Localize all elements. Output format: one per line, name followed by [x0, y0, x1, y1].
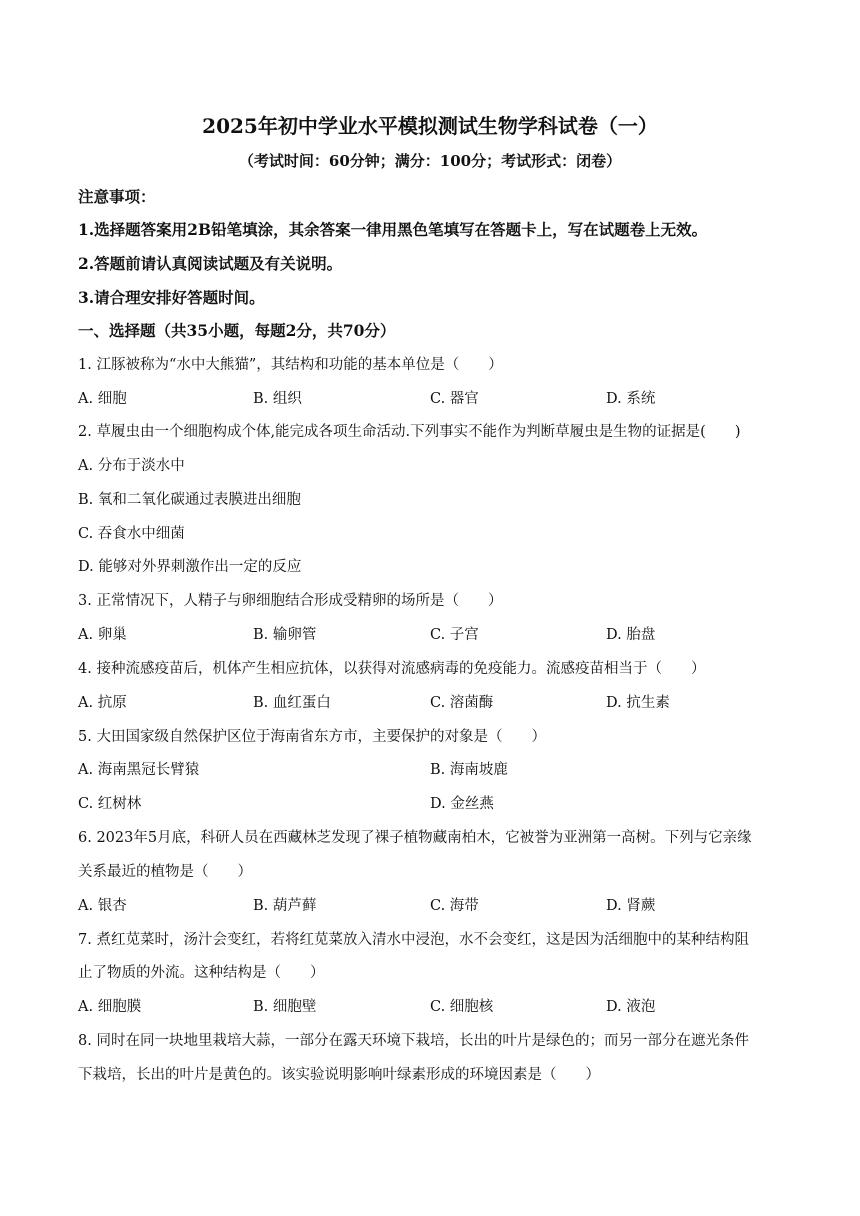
option-a: A. 细胞 [78, 391, 127, 407]
question-7-stem-line-1: 7. 煮红苋菜时，汤汁会变红，若将红苋菜放入清水中浸泡，水不会变红，这是因为活细胞中的某种结构阻 [78, 932, 749, 948]
question-6-stem-line-1: 6. 2023年5月底，科研人员在西藏林芝发现了裸子植物藏南柏木，它被誉为亚洲第一高树。下列与它亲缘 [78, 830, 752, 846]
option-c: C. 子宫 [430, 627, 479, 643]
question-1-options [78, 389, 798, 409]
question-8-stem-line-1: 8. 同时在同一块地里栽培大蒜，一部分在露天环境下栽培，长出的叶片是绿色的；而另一部分在遮光条件 [78, 1033, 749, 1049]
question-2-stem: 2. 草履虫由一个细胞构成个体,能完成各项生命活动.下列事实不能作为判断草履虫是生物的证据是( ) [78, 424, 741, 440]
option-a: A. 海南黑冠长臂猿 [78, 762, 200, 778]
question-5-stem: 5. 大田国家级自然保护区位于海南省东方市，主要保护的对象是（ ） [78, 729, 546, 745]
option-b: B. 葫芦藓 [253, 898, 317, 914]
option-b: B. 血红蛋白 [253, 695, 331, 711]
question-1-stem: 1. 江豚被称为“水中大熊猫”，其结构和功能的基本单位是（ ） [78, 357, 503, 373]
question-6-options [78, 896, 798, 916]
option-c: C. 细胞核 [430, 999, 494, 1015]
option-d: D. 抗生素 [606, 695, 670, 711]
question-3-stem: 3. 正常情况下，人精子与卵细胞结合形成受精卵的场所是（ ） [78, 593, 503, 609]
question-2-option-a: A. 分布于淡水中 [78, 458, 185, 474]
option-b: B. 海南坡鹿 [430, 762, 508, 778]
question-4-stem: 4. 接种流感疫苗后，机体产生相应抗体，以获得对流感病毒的免疫能力。流感疫苗相当于（ ） [78, 661, 706, 677]
question-2-option-b: B. 氧和二氧化碳通过表膜进出细胞 [78, 492, 301, 508]
option-d: D. 系统 [606, 391, 656, 407]
option-d: D. 肾蕨 [606, 898, 656, 914]
exam-subtitle: （考试时间：60分钟；满分：100分；考试形式：闭卷） [238, 152, 622, 170]
notes-heading: 注意事项： [78, 187, 156, 206]
option-c: C. 器官 [430, 391, 479, 407]
question-3-options [78, 625, 798, 645]
question-2-option-c: C. 吞食水中细菌 [78, 526, 185, 542]
option-a: A. 银杏 [78, 898, 127, 914]
option-d: D. 金丝燕 [430, 796, 494, 812]
note-item-2: 2.答题前请认真阅读试题及有关说明。 [78, 254, 343, 273]
option-b: B. 组织 [253, 391, 302, 407]
note-item-1: 1.选择题答案用2B铅笔填涂，其余答案一律用黑色笔填写在答题卡上，写在试题卷上无效。 [78, 220, 708, 239]
option-a: A. 抗原 [78, 695, 127, 711]
option-c: C. 红树林 [78, 796, 142, 812]
question-8-stem-line-2: 下栽培，长出的叶片是黄色的。该实验说明影响叶绿素形成的环境因素是（ ） [78, 1067, 600, 1083]
note-item-3: 3.请合理安排好答题时间。 [78, 288, 265, 307]
question-4-options [78, 693, 798, 713]
question-7-options [78, 997, 798, 1017]
option-c: C. 溶菌酶 [430, 695, 494, 711]
question-7-stem-line-2: 止了物质的外流。这种结构是（ ） [78, 965, 325, 981]
option-d: D. 胎盘 [606, 627, 656, 643]
option-c: C. 海带 [430, 898, 479, 914]
question-5-options-row-1 [78, 760, 798, 780]
option-b: B. 细胞壁 [253, 999, 317, 1015]
option-a: A. 卵巢 [78, 627, 127, 643]
question-2-option-d: D. 能够对外界刺激作出一定的反应 [78, 559, 302, 575]
exam-title: 2025年初中学业水平模拟测试生物学科试卷（一） [202, 114, 658, 138]
option-d: D. 液泡 [606, 999, 656, 1015]
option-a: A. 细胞膜 [78, 999, 142, 1015]
option-b: B. 输卵管 [253, 627, 317, 643]
section-heading: 一、选择题（共35小题，每题2分，共70分） [78, 321, 396, 340]
question-5-options-row-2 [78, 794, 798, 814]
question-6-stem-line-2: 关系最近的植物是（ ） [78, 864, 252, 880]
